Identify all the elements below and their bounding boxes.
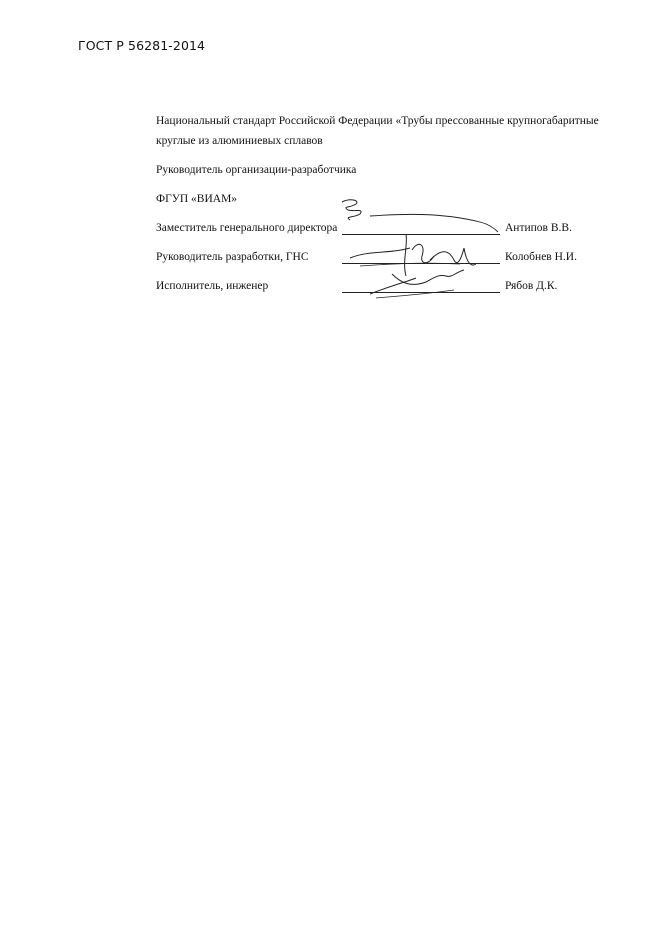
organization-name: ФГУП «ВИАМ»: [156, 193, 238, 205]
intro-text-line-1: Национальный стандарт Российской Федерации «Трубы прессованные крупногабаритные: [156, 115, 599, 127]
signatory-name-3: Рябов Д.К.: [505, 280, 558, 292]
intro-text-line-2: круглые из алюминиевых сплавов: [156, 135, 323, 147]
signatory-name-2: Колобнев Н.И.: [505, 251, 577, 263]
signatory-role-2: Руководитель разработки, ГНС: [156, 251, 309, 263]
signatory-role-3: Исполнитель, инженер: [156, 280, 269, 292]
standard-code-header: ГОСТ Р 56281-2014: [78, 38, 206, 53]
organization-lead-label: Руководитель организации-разработчика: [156, 164, 357, 176]
handwritten-signatures: [330, 190, 530, 310]
signatory-name-1: Антипов В.В.: [505, 222, 572, 234]
signatory-role-1: Заместитель генерального директора: [156, 222, 338, 234]
